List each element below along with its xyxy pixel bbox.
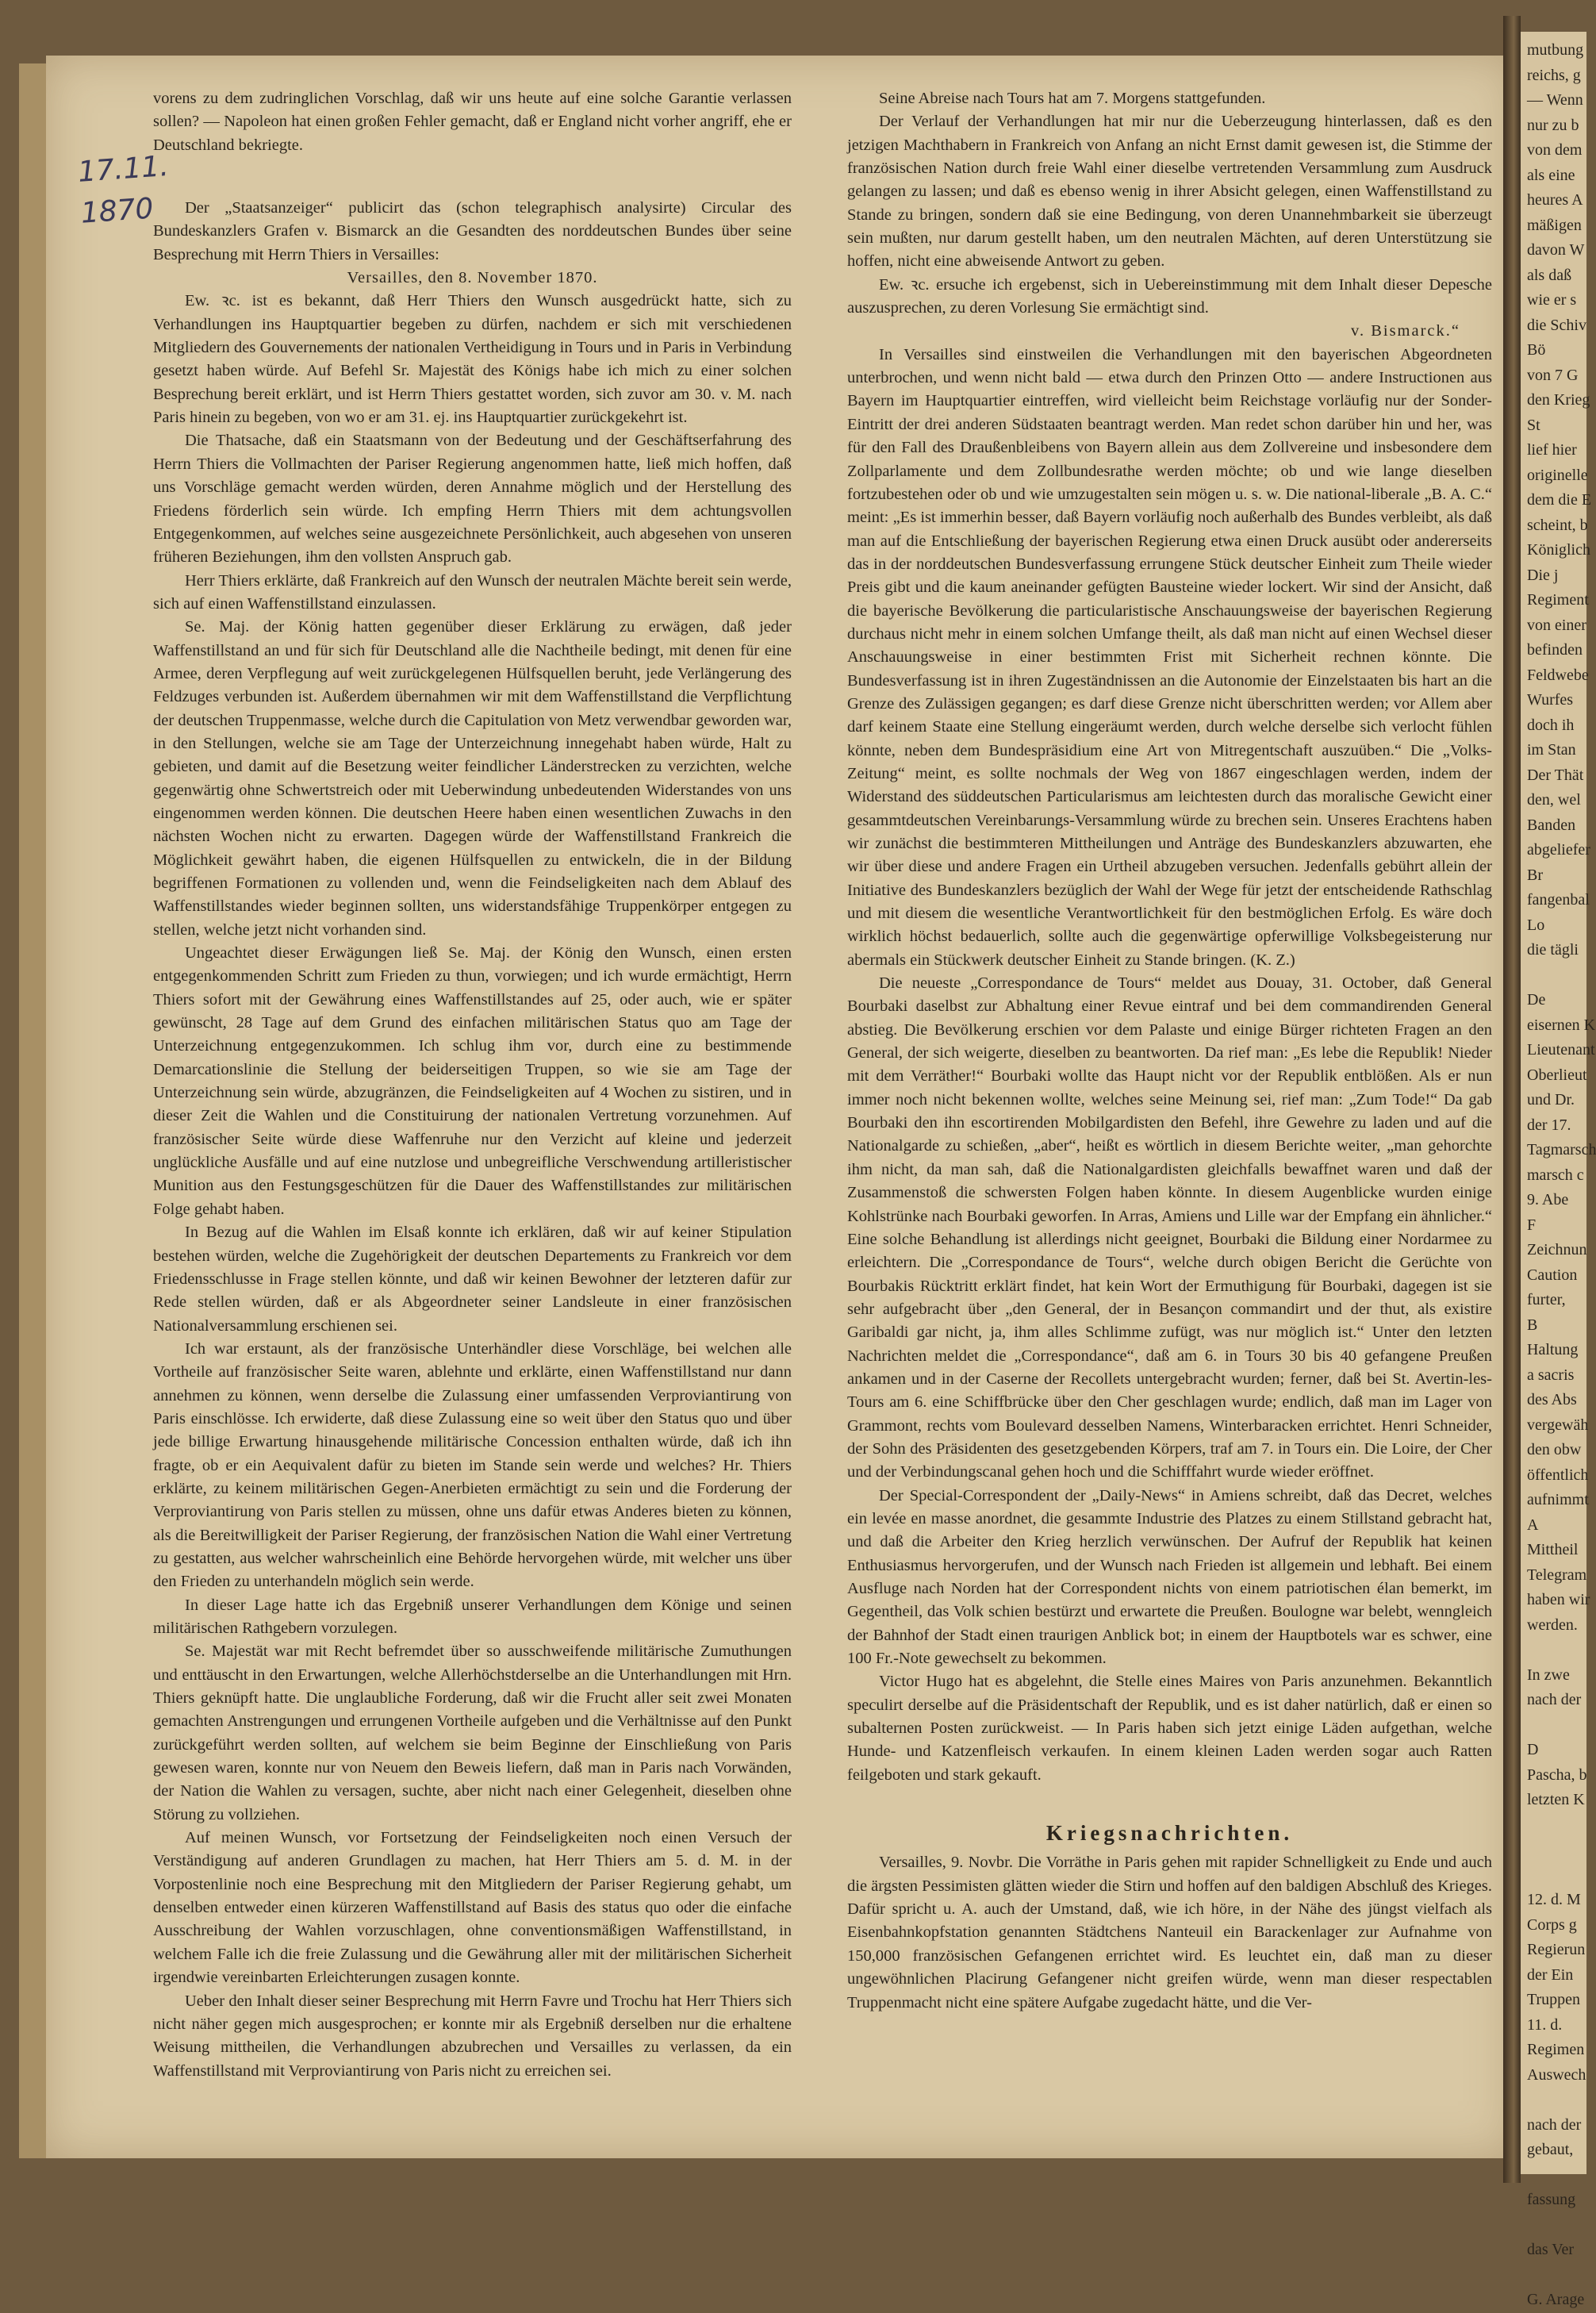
adjacent-page-line: D [1527,1741,1539,1758]
paragraph: Victor Hugo hat es abgelehnt, die Stelle eines Maires von Paris anzunehmen. Bekanntlich speculirt derselbe auf die Präsidentschaft der Republik, und es ist daher natürlich, daß er einen so subalternen Posten zurückweist. — In Paris haben sich jetzt einige Läden aufgethan, welche Hunde- und Katzenfleisch verkaufen. In einem kleinen Laden werden sogar auch Ratten feilgeboten und stark gekauft. [847,1673,1492,1784]
adjacent-page-line [1527,2163,1586,2188]
adjacent-page-line: der 17. [1527,1116,1571,1134]
adjacent-page-line: doch ih [1527,716,1575,734]
adjacent-page-line: Bö [1527,341,1546,359]
adjacent-page-line: haben wir [1527,1591,1590,1608]
adjacent-page-line: B [1527,1316,1538,1334]
adjacent-page-line: befinden [1527,641,1583,659]
adjacent-page-line: gebaut, [1527,2141,1574,2158]
adjacent-page-line: 11. d. [1527,2015,1563,2034]
paragraph: Seine Abreise nach Tours hat am 7. Morgens stattgefunden. [879,90,1266,107]
left-column [153,87,792,2083]
adjacent-page-line: Zeichnun [1527,1241,1587,1258]
adjacent-page-line [1527,1638,1586,1663]
adjacent-page-line: heures A [1527,191,1583,209]
adjacent-page-line: In zwe [1527,1666,1570,1684]
adjacent-page-line: Telegram [1527,1566,1587,1584]
adjacent-page-line: nur zu b [1527,116,1579,134]
adjacent-page-line: den obw [1527,1441,1582,1458]
adjacent-page-line: Wurfes [1527,691,1574,709]
adjacent-page-line: Tagmarsch [1527,1141,1596,1158]
adjacent-page-line [1527,2088,1586,2113]
adjacent-page-line: Haltung [1527,1341,1579,1358]
adjacent-page-line: fassung [1527,2191,1576,2208]
adjacent-page-line: Mittheil [1527,1541,1579,1558]
paragraph: Ew. ꝛc. ist es bekannt, daß Herr Thiers den Wunsch ausgedrückt hatte, sich zu Verhandlungen ins Hauptquartier begeben zu dürfen, nachdem er sich mit verschiedenen Mitgliedern des Gouvernements der nationalen Vertheidigung in Tours und in Paris in Verbindung gesetzt haben würde. Auf Befehl Sr. Majestät des Königs habe ich mich zu einer solchen Besprechung bereit erklärt, und ist Herrn Thiers gestattet worden, sich zuvor am 30. v. M. nach Paris hinein zu begeben, von wo er am 31. ej. ins Hauptquartier zurückgekehrt ist. [153,292,792,427]
dateline: Versailles, den 8. November 1870. [347,269,598,287]
paragraph: Ungeachtet dieser Erwägungen ließ Se. Maj. der König den Wunsch, einen ersten entgegenkommenden Schritt zum Frieden zu thun, vorwiegen; und ich wurde ermächtigt, Herrn Thiers sofort mit der Gewährung eines Waffenstillstandes auf 25, oder auch, wie er später gewünscht, 28 Tage auf dem Grund des einfachen militärischen Status quo am Tage der Unterzeichnung entgegenzukommen. Ich schlug ihm vor, durch eine zu bestimmende Demarcationslinie die Stellung der beiderseitigen Truppen, so wie sie am Tage der Unterzeichnung sein würde, abzugränzen, die Feindseligkeiten auf 4 Wochen zu sistiren, und in dieser Zeit die Wahlen und die Constituirung der nationalen Vertretung vorzunehmen. Auf französischer Seite würde diese Waffenruhe nur den Verzicht auf kleine und jederzeit unglückliche Ausfälle und auf eine nutzlose und unbegreifliche Verschwendung artilleristischer Munition aus den Festungsgeschützen für die Dauer des Waffenstillstandes zur militärischen Folge gehabt haben. [153,944,792,1218]
adjacent-page-line: mäßigen [1527,216,1582,234]
adjacent-page-line: scheint, b [1527,516,1588,534]
adjacent-page-line: öffentlich [1527,1466,1589,1484]
adjacent-page-line: Regierun [1527,1941,1586,1958]
adjacent-page-line: davon W [1527,241,1585,259]
adjacent-page-line: Der Thät [1527,766,1584,784]
adjacent-page-line: letzten K [1527,1791,1585,1808]
adjacent-page-line: reichs, g [1527,66,1581,84]
article-gap [153,157,792,197]
adjacent-page-line: die tägli [1527,941,1579,959]
adjacent-page-line: im Stan [1527,741,1576,759]
adjacent-page-line: und Dr. [1527,1091,1575,1108]
adjacent-page-line [1527,1813,1586,1838]
handwritten-date-line: 17.11. [76,149,170,189]
adjacent-page-line [1527,1863,1586,1888]
adjacent-page-line: abgeliefer [1527,841,1590,859]
adjacent-page-line [1527,2263,1586,2288]
right-column [847,87,1492,2015]
adjacent-page-line: Oberlieut [1527,1066,1587,1084]
adjacent-page-line [1527,1713,1586,1739]
adjacent-page-line: 12. d. M [1527,1891,1581,1908]
paragraph: Die neueste „Correspondance de Tours“ meldet aus Douay, 31. October, daß General Bourbaki daselbst zur Abhaltung einer Revue eintraf und bei dem commandirenden General abstieg. Die Bevölkerung erschien vor dem Palaste und einige Bürger richteten Fragen an den General, der sich weigerte, dieselben zu beantworten. Da rief man: „Es lebe die Republik! Nieder mit dem Verräther!“ Bourbaki wollte das Haupt nicht vor der Republik entblößen. Als er nun immer noch nicht bekennen wollte, welches seine Meinung sei, rief man: „Zum Tode!“ Da gab Bourbaki den ihn escortirenden Mobilgardisten den Befehl, ihre Gewehre zu laden und auf die Nationalgarde zu schießen, „aber“, heißt es wörtlich in diesem Berichte weiter, „man gehorchte ihm nicht, da man sah, daß die Nationalgardisten gleichfalls bewaffnet waren und daß der Zusammenstoß die schwersten Folgen haben könnte. In diesem Augenblicke wurden einige Kohlstrünke nach Bourbaki geworfen. In Arras, Amiens und Lille war der Empfang ein ähnlicher.“ Eine solche Behandlung ist allerdings nicht geeignet, Bourbaki die Bildung einer Nordarmee zu erleichtern. Die „Correspondance de Tours“, welche durch obigen Bericht die Gerüchte von Bourbakis Rücktritt erklärt findet, hat kein Wort der Ermuthigung für Bourbaki, dagegen ist sie sehr aufgebracht über „den General, der in Besançon commandirt und der thut, als existire Garibaldi gar nicht, ja, ihm alles Schlimme zufügt, was nur möglich ist.“ Unter den letzten Nachrichten meldet die „Correspondance“, daß am 6. in Tours 30 bis 40 gefangene Preußen ankamen und in der Caserne der Recollets untergebracht wurden; ferner, daß bei St. Avertin-les-Tours am 6. eine Schiffbrücke über den Cher geschlagen wurde; endlich, daß man im Lager von Grammont, rechts vom Boulevard desselben Namens, Winterbaracken errichtet. Henri Schneider, der Sohn des Präsidenten des gesetzgebenden Körpers, traf am 7. in Tours ein. Die Loire, der Cher und der Verbindungscanal gehen hoch und die Schifffahrt wurde wieder eröffnet. [847,974,1492,1481]
adjacent-page-line: von dem [1527,141,1583,159]
binding-strip [19,63,46,2158]
paragraph: Se. Majestät war mit Recht befremdet über so ausschweifende militärische Zumuthungen und enttäuscht in den Erwartungen, welche Allerhöchstderselbe an die Unterhandlungen mit Hrn. Thiers geknüpft hatte. Die unglaubliche Forderung, daß wir die Frucht aller seit zwei Monaten gemachten Anstrengungen und errungenen Vortheile aufgeben und die Verhältnisse auf den Punkt zurückgeführt werden sollten, auf welchem sie beim Beginne der Einschließung von Paris gewesen waren, konnte nur von Neuem den Beweis liefern, daß man in Paris nach Vorwänden, der Nation die Wahlen zu versagen, suchte, aber nicht nach einer Gelegenheit, dieselben ohne Störung zu vollziehen. [153,1643,792,1823]
adjacent-page-line: das Ver [1527,2241,1575,2258]
adjacent-page-line: Regiment [1527,591,1589,609]
adjacent-page-line: Die j [1527,566,1559,584]
adjacent-page-line: die Schiv [1527,316,1586,334]
adjacent-page-line: lief hier [1527,441,1577,459]
paragraph: Versailles, 9. Novbr. Die Vorräthe in Paris gehen mit rapider Schnelligkeit zu Ende und auch die ärgsten Pessimisten glätten wieder die Stirn und hoffen auf den baldigen Abschluß des Krieges. Dafür spricht u. A. auch der Umstand, daß, wie ich höre, in der Nähe des jüngst vielfach als Eisenbahnkopfstation genannten Städtchens Nanteuil ein Barackenlager zur Aufnahme von 150,000 französischen Gefangenen errichtet wird. Es leuchtet ein, daß man zu dieser ungewöhnlichen Placirung Gefangener nicht greifen würde, wenn man dieser respectablen Truppenmacht nicht eine spätere Aufgabe zugedacht hätte, und die Ver- [847,1854,1492,2011]
adjacent-page [1521,32,1596,2308]
adjacent-page-line: Br [1527,866,1543,884]
adjacent-page-line: von 7 G [1527,366,1579,384]
adjacent-page-line: Lo [1527,916,1545,934]
adjacent-page-line: mutbung [1527,41,1584,59]
paragraph: Der Special-Correspondent der „Daily-News“ in Amiens schreibt, daß das Decret, welches ein levée en masse anordnet, die gesammte Industrie des Platzes zu einem Stillstand gebracht hat, und daß die Arbeiter den Krieg herzlich verwünschen. Der Aufruf der Republik hat keinen Enthusiasmus hervorgerufen, und der Wunsch nach Frieden ist allgemein und lebhaft. Bei einem Ausfluge nach Norden hat der Correspondent nichts von einem patriotischen élan bemerkt, im Gegentheil, das Volk schien bestürzt und erwartete die Preußen. Boulogne war belebt, wenngleich der Bahnhof der Stadt einen traurigen Anblick bot; in einem der Hauptbotels war es schwer, eine 100 Fr.-Note gewechselt zu bekommen. [847,1486,1492,1668]
adjacent-page-line: De [1527,991,1546,1009]
adjacent-page-line: G. Arage [1527,2291,1585,2308]
adjacent-page-line: nach der [1527,1691,1582,1708]
adjacent-page-line: des Abs [1527,1391,1577,1408]
adjacent-page-line: Truppen [1527,1991,1581,2008]
adjacent-page-line [1527,2213,1586,2238]
adjacent-page-line: St [1527,416,1540,434]
adjacent-page-line: a sacris [1527,1366,1575,1384]
adjacent-page-line: Regimen [1527,2041,1585,2058]
section-heading: Kriegsnachrichten. [1045,1821,1294,1846]
adjacent-page-line: Pascha, b [1527,1765,1587,1784]
paragraph: Ew. ꝛc. ersuche ich ergebenst, sich in Uebereinstimmung mit dem Inhalt dieser Depesche auszusprechen, zu deren Vorlesung Sie ermächtigt sind. [847,275,1492,317]
article-intro: Der „Staatsanzeiger“ publicirt das (schon telegraphisch analysirte) Circular des Bundeskanzlers Grafen v. Bismarck an die Gesandten des norddeutschen Bundes über seine Besprechung mit Herrn Thiers in Versailles: [153,199,792,263]
adjacent-page-line: Lieutenant [1527,1041,1595,1059]
paragraph: In Versailles sind einstweilen die Verhandlungen mit den bayerischen Abgeordneten unterbrochen, und wenn nicht bald — etwa durch den Prinzen Otto — andere Instructionen aus Bayern im Hauptquartier eintreffen, wird vielleicht beim Reichstage vorläufig nur der Sonder-Eintritt der drei anderen Südstaaten beantragt werden. Man redet schon darüber hin und her, was für den Fall des Draußenbleibens von Bayern allein aus dem Zollvereine und insbesondere dem Zollparlamente und dem Zollbundesrathe werden möchte; ob und wie lange dieselben fortzubestehen oder ob und wie umzugestalten sein mögen u. s. w. Die national-liberale „B. A. C.“ meint: „Es ist immerhin besser, daß Bayern vorläufig noch außerhalb des Bundes verbleibt, als daß man auf die Entschließung der bayerischen Regierung etwa einen Druck ausübt oder andererseits das in der norddeutschen Bundesverfassung errungene Stück deutscher Einheit zum Theile wieder Preis gibt und die kaum aneinander gefügten Bausteine wieder lockert. Wir sind der Ansicht, daß die bayerische Bevölkerung die particularistische Anschauungsweise der bayerischen Regierung durchaus nicht mehr in einem solchen Umfange theilt, als daß man nicht auf einen Wechsel dieser Anschauungsweise in einer bestimmten Frist mit Sicherheit rechnen könnte. Die Bundesverfassung ist in ihren Zugeständnissen an die Autonomie der Einzelstaaten bis hart an die Grenze des Zulässigen gegangen; es darf diese Grenze nicht überschritten werden; vor Allem aber darf keinem Staate eine Stellung eingeräumt werden, durch welche derselbe sich verlocht fühlen könnte, neben dem Bundespräsidium eine Art von Mitregentschaft auszuüben.“ Die „Volks-Zeitung“ meint, es sollte nochmals der Weg von 1867 eingeschlagen werden, indem der Widerstand des süddeutschen Particularismus am leichtesten durch das moralische Gewicht einer gesammtdeutschen Vereinbarungs-Versammlung würde zu brechen sein. Unseres Erachtens haben wir zunächst die bestimmteren Mittheilungen und Anträge des Bundeskanzlers abzuwarten, ehe wir über diese und andere Fragen ein Urtheil abzugeben versuchen. Jedenfalls gebührt allein der Initiative des Bundeskanzlers bezüglich der Wahl der Wege für jetzt der entscheidende Rathschlag und mit diesem die wesentliche Verantwortlichkeit für den bestmöglichen Erfolg. Es wäre doch wirklich höchst bedauerlich, sollte auch die gegenwärtige opferwillige Volksbegeisterung nur abermals ein Stückwerk deutscher Einheit zu Stande bringen. (K. Z.) [847,345,1492,969]
adjacent-page-line: den Krieg [1527,391,1590,409]
adjacent-page-line: furter, [1527,1291,1566,1308]
adjacent-page-line: Königlich [1527,541,1590,559]
adjacent-page-text [1521,32,1596,2313]
page-gutter [1503,16,1521,2183]
paragraph: Der Verlauf der Verhandlungen hat mir nur die Ueberzeugung hinterlassen, daß es den jetzigen Machthabern in Frankreich von Anfang an nicht Ernst damit gewesen ist, die Stimme der französischen Nation durch freie Wahl einer dieselbe vertretenden Versammlung zum Ausdruck gelangen zu lassen; und daß es ebenso wenig in ihrer Absicht gelegen, einen Waffenstillstand zu Stande zu bringen, sondern daß sie eine Bedingung, von deren Unannehmbarkeit sie überzeugt sein mußten, nur darum gestellt haben, um den neutralen Mächten, auf deren Unterstützung sie hoffen, nicht eine abweisende Antwort zu geben. [847,113,1492,271]
paragraph: In dieser Lage hatte ich das Ergebniß unserer Verhandlungen dem Könige und seinen militärischen Rathgebern vorzulegen. [153,1596,792,1637]
adjacent-page-line: Feldwebe [1527,666,1589,684]
adjacent-page-line: werden. [1527,1616,1578,1634]
adjacent-page-line: vergewäh [1527,1416,1589,1434]
paragraph: In Bezug auf die Wahlen im Elsaß konnte ich erklären, daß wir auf keiner Stipulation bestehen würden, welche die Zugehörigkeit der deutschen Departements zu Frankreich vor dem Friedensschlusse in Frage stellen könnte, und daß wir keinen Bewohner der letzteren dafür zur Rede stellen würden, daß er als Abgeordneter seiner Landsleute in einer französischen Nationalversammlung erschienen sei. [153,1224,792,1335]
adjacent-page-line: eisernen K [1527,1016,1596,1034]
adjacent-page-line: 9. Abe [1527,1191,1569,1208]
adjacent-page-line: nach der [1527,2115,1582,2134]
paragraph: Ueber den Inhalt dieser seiner Besprechung mit Herrn Favre und Trochu hat Herr Thiers sich nicht näher gegen mich ausgesprochen; er konnte mir als Ergebniß derselben nur die erhaltene Weisung mittheilen, die Verhandlungen abzubrechen und Versailles zu verlassen, da ein Waffenstillstand mit Verproviantirung von Paris nicht zu erreichen sei. [153,1992,792,2080]
adjacent-page-line: der Ein [1527,1965,1574,1984]
adjacent-page-line: originelle [1527,466,1588,484]
paragraph: Auf meinen Wunsch, vor Fortsetzung der Feindseligkeiten noch einen Versuch der Verständigung auf anderen Grundlagen zu machen, hat Herr Thiers am 5. d. M. in der Vorpostenlinie noch eine Besprechung mit den Mitgliedern der Pariser Regierung gehabt, um denselben entweder einen kürzeren Waffenstillstand auf Basis des status quo oder die einfache Ausschreibung der Wahlen vorzuschlagen, ohne conventionsmäßigen Waffenstillstand, in welchem Falle ich die freie Zulassung und die Gewährung aller mit der militärischen Sicherheit irgendwie vereinbarten Erleichterungen zusagen konnte. [153,1829,792,1987]
article-continuation: vorens zu dem zudringlichen Vorschlag, daß wir uns heute auf eine solche Garantie verlassen sollen? — Napoleon hat einen großen Fehler gemacht, daß er England nicht vorher angriff, ehe er Deutschland bekriegte. [153,90,792,154]
adjacent-page-line: marsch c [1527,1166,1584,1184]
adjacent-page-line: A [1527,1516,1539,1534]
handwritten-year-line: 1870 [79,192,155,230]
adjacent-page-line: dem die E [1527,491,1592,509]
adjacent-page-line [1527,1838,1586,1863]
adjacent-page-line: Caution [1527,1266,1578,1284]
adjacent-page-line: Auswech [1527,2065,1586,2084]
adjacent-page-line: F [1527,1216,1537,1234]
adjacent-page-line: den, wel [1527,791,1581,809]
adjacent-page-line: von einer [1527,616,1586,634]
paragraph: Herr Thiers erklärte, daß Frankreich auf den Wunsch der neutralen Mächte bereit sein werde, sich auf einen Waffenstillstand einzulassen. [153,571,792,613]
paragraph: Ich war erstaunt, als der französische Unterhändler diese Vorschläge, bei welchen alle Vortheile auf französischer Seite waren, ablehnte und erklärte, einen Waffenstillstand nur dann annehmen zu können, wenn derselbe die Zulassung einer umfassenden Verproviantirung von Paris einschlösse. Ich erwiderte, daß diese Zulassung eine so weit über den Status quo und über jede billige Erwartung hinausgehende militärische Concession enthalten würde, daß ich ihn fragte, ob er ein Aequivalent dafür zu bieten im Stande sein werde und welches? Hr. Thiers erklärte, zu keinem militärischen Gegen-Anerbieten ermächtigt zu sein und die Forderung der Verproviantirung von Paris stellen zu müssen, ohne uns dafür etwas Anderes bieten zu können, als die Bereitwilligkeit der Pariser Regierung, der französischen Nation die Wahl einer Vertretung zu gestatten, aus welcher wahrscheinlich eine Behörde hervorgehen würde, mit welcher uns über den Frieden zu unterhandeln möglich sein werde. [153,1339,792,1591]
adjacent-page-line: — Wenn [1527,91,1583,109]
signature: v. Bismarck.“ [1351,322,1460,340]
adjacent-page-line: aufnimmt [1527,1491,1589,1508]
paragraph: Die Thatsache, daß ein Staatsmann von der Bedeutung und der Geschäftserfahrung des Herrn Thiers die Vollmachten der Pariser Regierung angenommen hatte, ließ mich hoffen, daß uns Vorschläge gemacht werden würden, deren Annahme möglich und der Herstellung des Friedens förderlich sein würde. Ich empfing Herrn Thiers mit dem achtungsvollen Entgegenkommen, auf welches seine ausgezeichnete Persönlichkeit, auch abgesehen von unseren früheren Beziehungen, ihm den vollsten Anspruch gab. [153,432,792,567]
adjacent-page-line: als daß [1527,266,1572,284]
adjacent-page-line: Corps g [1527,1915,1577,1934]
adjacent-page-line: fangenbal [1527,891,1590,909]
adjacent-page-line [1527,963,1586,989]
adjacent-page-line: als eine [1527,166,1575,184]
adjacent-page-line: wie er s [1527,291,1577,309]
adjacent-page-line: Banden [1527,816,1576,834]
paragraph: Se. Maj. der König hatten gegenüber dieser Erklärung zu erwägen, daß jeder Waffenstillstand an und für sich für Deutschland alle die Nachtheile bedingt, mit denen für eine Armee, deren Verpflegung auf weit zurückgelegenen Hülfsquellen beruht, jede Verlängerung des Feldzuges verbunden ist. Außerdem übernahmen wir mit dem Waffenstillstand die Verpflichtung der deutschen Truppenmasse, welche durch die Capitulation von Metz verwendbar geworden war, in den Stellungen, welche sie am Tage der Unterzeichnung innegehabt haben würde, Halt zu gebieten, und damit auf die Besetzung weiter feindlicher Länderstrecken zu verzichten, welche gegenwärtig ohne Schwertstreich oder mit Ueberwindung unbedeutenden Widerstandes von uns eingenommen werden können. Die deutschen Heere haben einen wesentlichen Zuwachs in den nächsten Wochen nicht zu erwarten. Dagegen würde der Waffenstillstand Frankreich die Möglichkeit gewährt haben, die eigenen Hülfsquellen zu entwickeln, die in der Bildung begriffenen Formationen zu vollenden und, wenn die Feindseligkeiten nach dem Ablauf des Waffenstillstandes wieder beginnen sollten, uns widerstandsfähige Truppenkörper entgegen zu stellen, welche jetzt nicht vorhanden sind. [153,618,792,939]
